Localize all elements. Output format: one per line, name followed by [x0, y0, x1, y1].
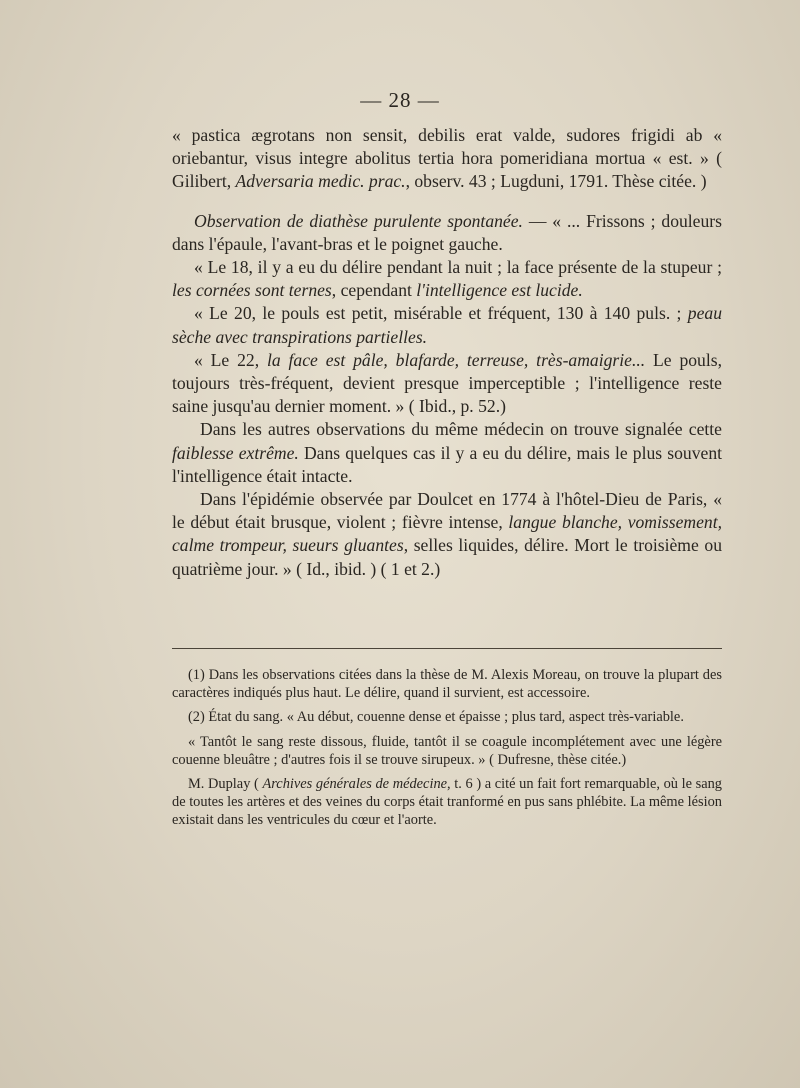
paragraph-day-20: « Le 20, le pouls est petit, misérable et fréquent, 130 à 140 puls. ; peau sèche avec transpirations partielles.	[172, 303, 722, 347]
main-text	[172, 124, 722, 581]
paragraph-quote-gilibert: « pastica ægrotans non sensit, debilis erat valde, sudores frigidi ab « oriebantur, visus integre abolitus tertia hora pomeridiana mortua « est. » ( Gilibert, Adversaria medic. prac., observ. 43 ; Lugduni, 1791. Thèse citée. )	[172, 125, 722, 192]
paragraph-other-observations: Dans les autres observations du même médecin on trouve signalée cette faiblesse extrême. Dans quelques cas il y a eu du délire, mais le plus souvent l'intelligence était intacte.	[172, 419, 723, 486]
footnote-1: (1) Dans les observations citées dans la thèse de M. Alexis Moreau, on trouve la plupart des caractères indiqués plus haut. Le délire, quand il survient, est accessoire.	[172, 667, 722, 702]
footnote-2: (2) État du sang. « Au début, couenne dense et épaisse ; plus tard, aspect très-variable.	[188, 709, 684, 726]
footnotes	[172, 666, 722, 836]
paragraph-day-22: « Le 22, la face est pâle, blafarde, terreuse, très-amaigrie... Le pouls, toujours très-fréquent, devient presque imperceptible ; l'intelligence reste saine jusqu'au dernier moment. » ( Ibid., p. 52.)	[172, 349, 722, 417]
page-number: — 28 —	[360, 88, 440, 112]
footnote-2-continued: « Tantôt le sang reste dissous, fluide, tantôt il se coagule incomplétement avec une légère couenne bleuâtre ; d'autres fois il se trouve sirupeux. » ( Dufresne, thèse citée.)	[172, 733, 722, 768]
paragraph-observation-title: Observation de diathèse purulente spontanée. — « ... Frissons ; douleurs dans l'épaule, l'avant-bras et le poignet gauche.	[172, 210, 722, 254]
footnote-divider	[172, 648, 722, 649]
paragraph-doulcet-epidemic: Dans l'épidémie observée par Doulcet en 1774 à l'hôtel-Dieu de Paris, « le début était brusque, violent ; fièvre intense, langue blanche, vomissement, calme trompeur, sueurs gluantes, selles liquides, délire. Mort le troisième ou quatrième jour. » ( Id., ibid. ) ( 1 et 2.)	[172, 489, 722, 579]
footnote-2-duplay: M. Duplay ( Archives générales de médecine, t. 6 ) a cité un fait fort remarquable, où le sang de toutes les artères et des veines du corps était tranformé en pus sans phlébite. La même lésion existait dans les ventricules du cœur et l'aorte.	[172, 776, 722, 829]
paragraph-day-18: « Le 18, il y a eu du délire pendant la nuit ; la face présente de la stupeur ; les cornées sont ternes, cependant l'intelligence est lucide.	[172, 257, 722, 301]
